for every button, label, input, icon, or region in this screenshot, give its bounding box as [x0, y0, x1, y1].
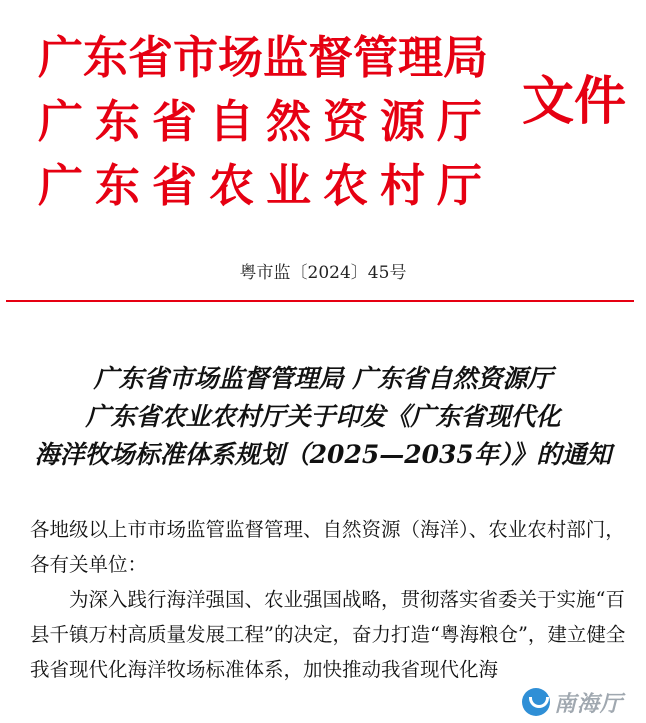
red-divider-line	[6, 300, 634, 302]
document-suffix: 文件	[522, 72, 627, 132]
title-line-1: 广东省市场监督管理局 广东省自然资源厅	[93, 364, 553, 393]
watermark-text: 南海厅	[554, 691, 624, 717]
issuing-agency-3: 广东省农业农村厅	[38, 159, 495, 212]
watermark-badge	[522, 685, 640, 719]
document-number: 粤市监〔2024〕45号	[239, 263, 407, 283]
document-body	[30, 512, 626, 687]
issuing-agency-1: 广东省市场监督管理局	[38, 31, 489, 84]
issuing-agency-2: 广东省自然资源厅	[38, 95, 495, 148]
document-title	[0, 360, 646, 474]
title-line-3: 海洋牧场标准体系规划（2025—2035年）》的通知	[34, 440, 612, 469]
wave-logo-icon	[522, 688, 550, 716]
title-line-2: 广东省农业农村厅关于印发《广东省现代化	[85, 402, 561, 431]
addressee-line: 各地级以上市市场监管监督管理、自然资源（海洋）、农业农村部门，各有关单位：	[30, 518, 625, 576]
document-header	[0, 0, 646, 240]
body-paragraph: 为深入践行海洋强国、农业强国战略，贯彻落实省委关于实施“百县千镇万村高质量发展工程”的决定，奋力打造“粤海粮仓”，建立健全我省现代化海洋牧场标准体系，加快推动我省现代化海	[30, 588, 626, 681]
